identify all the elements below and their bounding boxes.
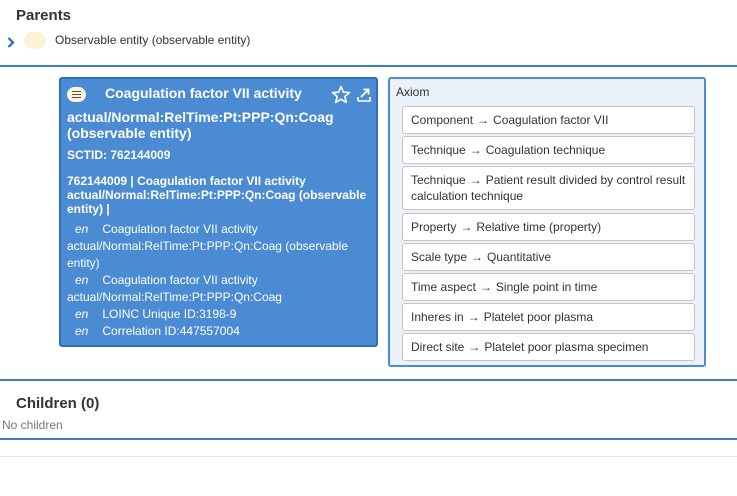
attribute-value: Coagulation technique [485, 143, 606, 157]
attribute-label: Direct site [411, 340, 465, 354]
attribute-value: Quantitative [487, 250, 552, 264]
attribute-value: Platelet poor plasma [483, 310, 594, 324]
axiom-relationship[interactable] [402, 333, 695, 361]
language-tag: en [75, 307, 89, 321]
attribute-label: Time aspect [411, 280, 476, 294]
attribute-value: Single point in time [495, 280, 598, 294]
attribute-value: Patient result divided by control result calculation technique [411, 173, 686, 203]
section-divider [0, 65, 737, 67]
arrow-icon: → [479, 280, 492, 294]
section-divider [0, 438, 737, 440]
axiom-relationship[interactable] [402, 243, 695, 271]
attribute-value: Relative time (property) [476, 220, 602, 234]
attribute-label: Property [411, 220, 457, 234]
chevron-right-icon[interactable] [6, 35, 16, 49]
axiom-relationship[interactable] [402, 106, 695, 134]
attribute-label: Component [411, 113, 474, 127]
section-divider [0, 379, 737, 381]
language-tag: en [75, 324, 89, 338]
description-text: Coagulation factor VII activity actual/Normal:RelTime:Pt:PPP:Qn:Coag (observable entity) [67, 222, 349, 270]
description-text: Correlation ID:447557004 [102, 324, 240, 338]
description-item [67, 272, 367, 306]
attribute-value: Platelet poor plasma specimen [484, 340, 649, 354]
children-heading: Children (0) [16, 395, 100, 412]
parent-item[interactable] [6, 30, 250, 50]
arrow-icon: → [469, 173, 482, 187]
axiom-relationship[interactable] [402, 213, 695, 241]
language-tag: en [75, 222, 89, 236]
axiom-panel [388, 77, 706, 367]
concept-id-term-line: 762144009 | Coagulation factor VII activity actual/Normal:RelTime:Pt:PPP:Qn:Coag (observable entity) | [67, 174, 367, 216]
description-item [67, 306, 367, 323]
description-item [67, 323, 367, 340]
parent-concept-marker [24, 32, 46, 49]
axiom-relationship[interactable] [402, 303, 695, 331]
attribute-label: Scale type [411, 250, 468, 264]
axiom-relationship[interactable] [402, 273, 695, 301]
axiom-relationship[interactable] [402, 166, 695, 210]
description-item [67, 221, 367, 272]
menu-icon[interactable] [67, 87, 86, 102]
language-tag: en [75, 273, 89, 287]
concept-fsn-subtitle: actual/Normal:RelTime:Pt:PPP:Qn:Coag (observable entity) [67, 109, 334, 141]
concept-card [59, 77, 378, 347]
attribute-value: Coagulation factor VII [493, 113, 609, 127]
arrow-icon: → [469, 143, 482, 157]
no-children-text: No children [2, 418, 63, 432]
open-external-icon[interactable] [357, 88, 371, 102]
arrow-icon: → [467, 310, 480, 324]
attribute-label: Inheres in [411, 310, 464, 324]
attribute-label: Technique [411, 173, 466, 187]
arrow-icon: → [460, 220, 473, 234]
axiom-title: Axiom [396, 85, 430, 99]
star-icon[interactable] [331, 85, 351, 105]
parent-item-label[interactable]: Observable entity (observable entity) [55, 33, 251, 47]
attribute-label: Technique [411, 143, 466, 157]
description-text: LOINC Unique ID:3198-9 [102, 307, 237, 321]
arrow-icon: → [477, 113, 490, 127]
footer-divider [0, 456, 737, 457]
description-text: Coagulation factor VII activity actual/Normal:RelTime:Pt:PPP:Qn:Coag [67, 273, 282, 304]
arrow-icon: → [471, 250, 484, 264]
concept-sctid: SCTID: 762144009 [67, 148, 171, 162]
concept-preferred-term: Coagulation factor VII activity [105, 85, 302, 101]
axiom-relationship[interactable] [402, 136, 695, 164]
parents-heading: Parents [16, 7, 72, 24]
arrow-icon: → [468, 340, 481, 354]
